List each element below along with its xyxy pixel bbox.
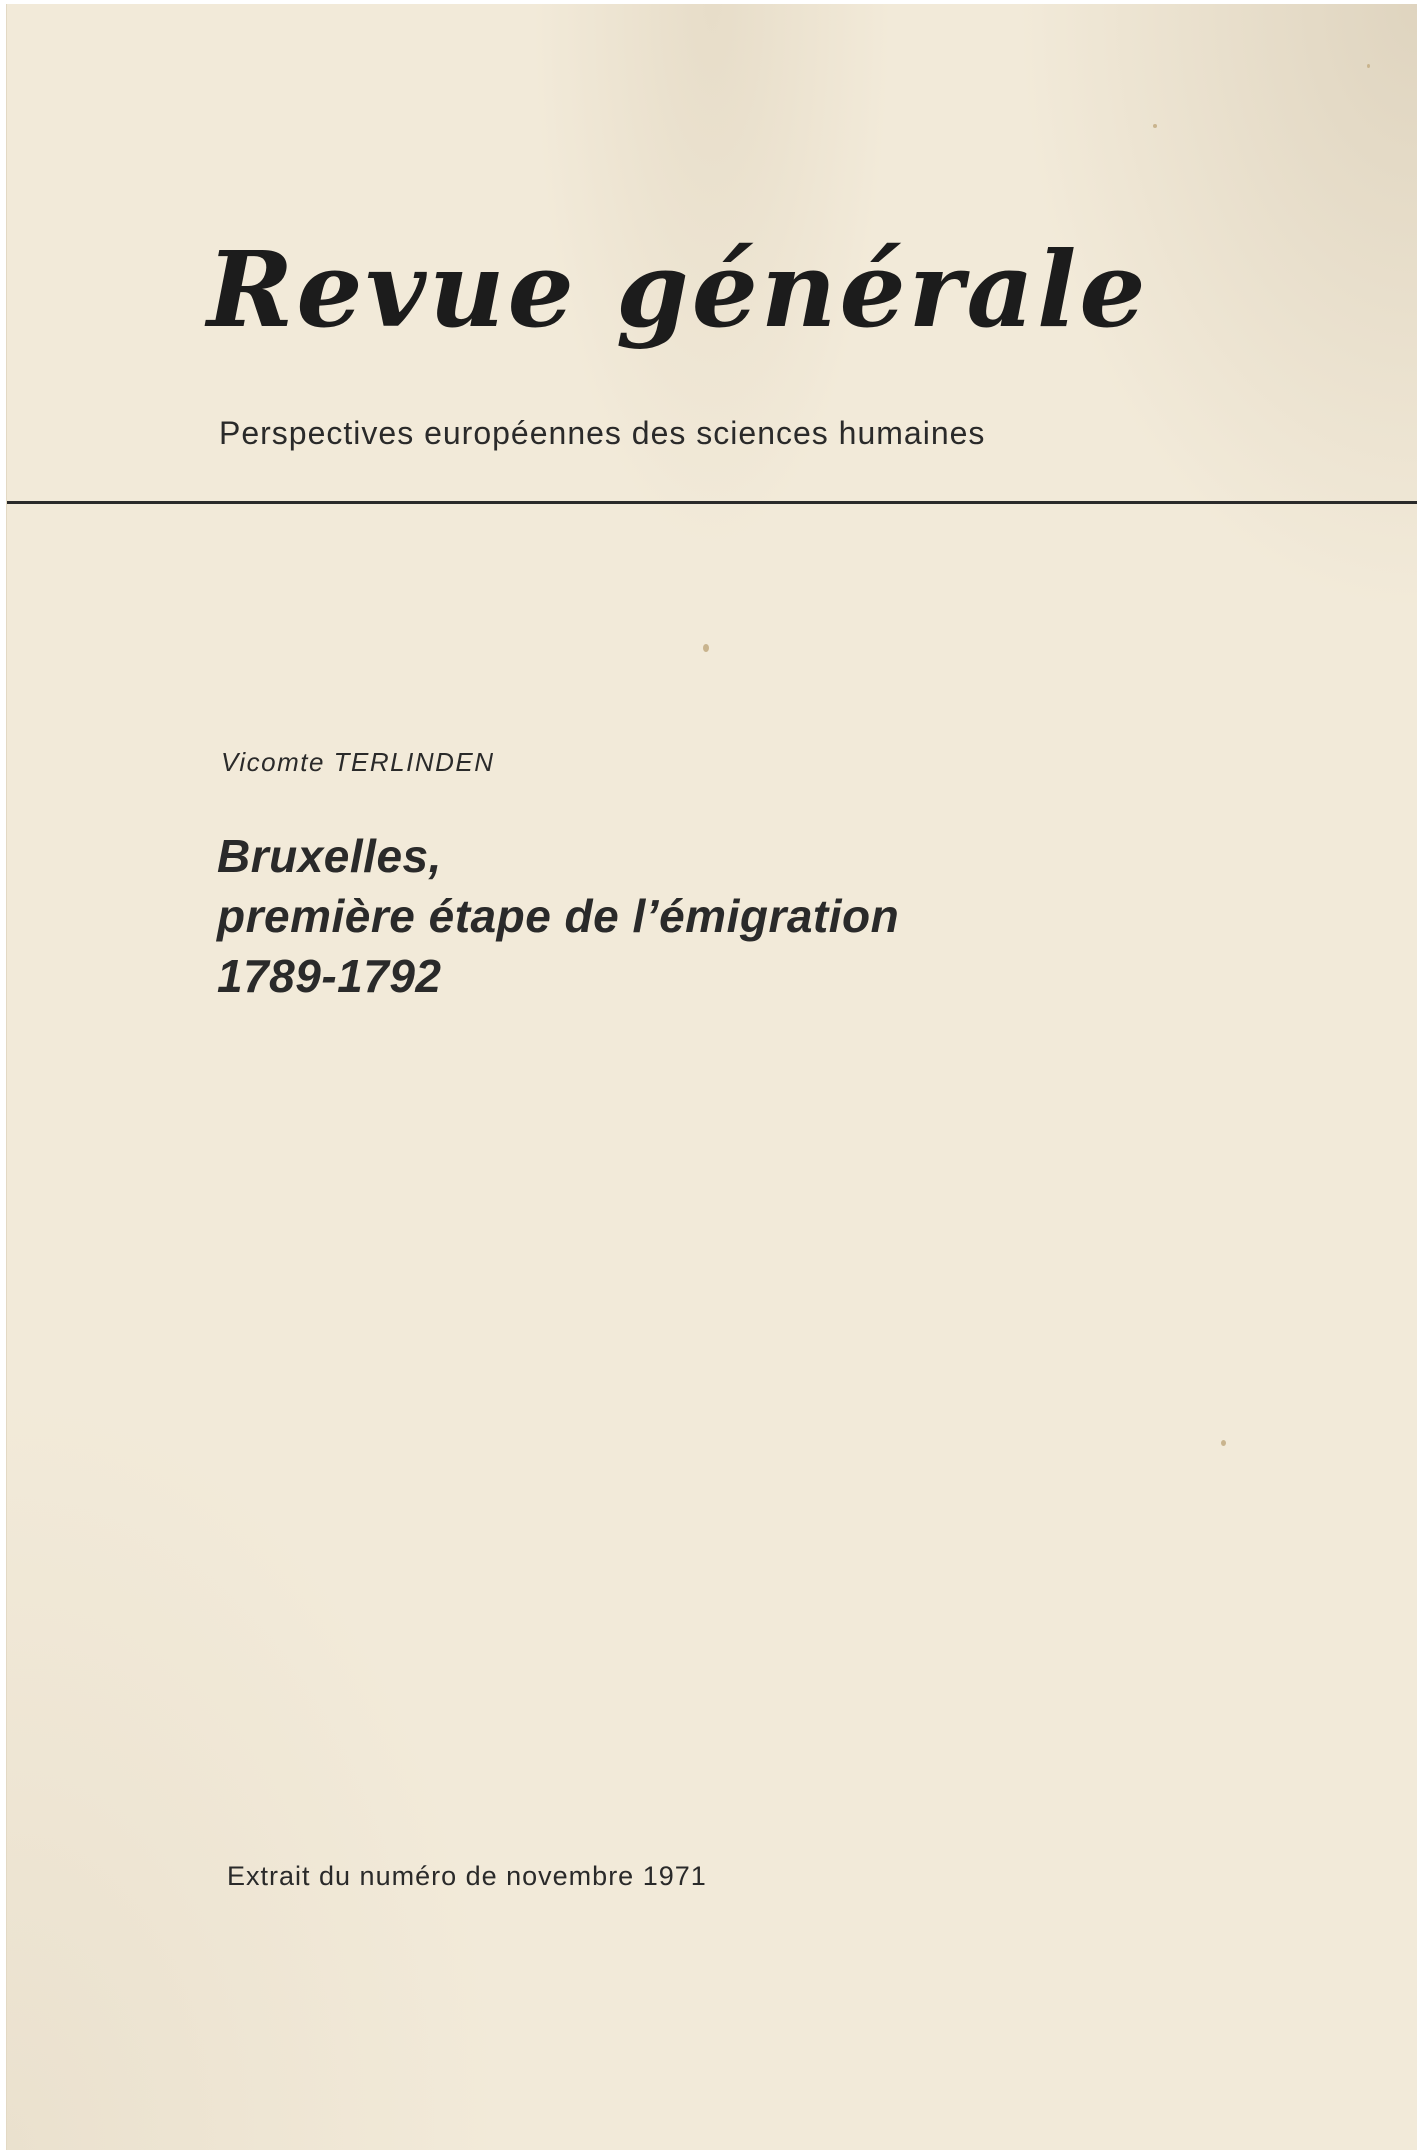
cover-page bbox=[6, 4, 1417, 2150]
paper-speck bbox=[703, 644, 709, 652]
extract-note: Extrait du numéro de novembre 1971 bbox=[227, 1861, 707, 1891]
header-divider bbox=[7, 501, 1417, 504]
article-title-line: 1789-1792 bbox=[217, 950, 442, 1002]
journal-title: Revue générale bbox=[207, 228, 1149, 351]
paper-speck bbox=[1367, 64, 1370, 68]
article-title-line: Bruxelles, bbox=[217, 830, 442, 882]
article-title-line: première étape de l’émigration bbox=[217, 890, 900, 942]
journal-subtitle: Perspectives européennes des sciences humaines bbox=[219, 415, 986, 451]
paper-speck bbox=[1221, 1440, 1226, 1446]
paper-speck bbox=[1153, 124, 1157, 128]
article-author: Vicomte TERLINDEN bbox=[221, 747, 495, 777]
article-title bbox=[217, 826, 899, 1006]
